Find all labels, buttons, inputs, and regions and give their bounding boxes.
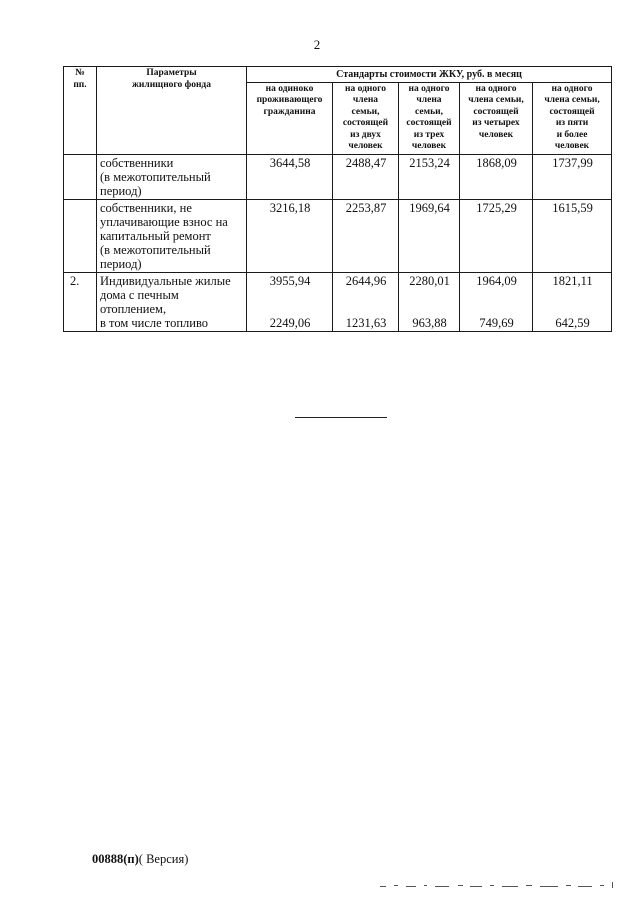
page-number: 2 xyxy=(313,37,321,52)
total-value: 3955,94 xyxy=(269,273,311,288)
header-line: человек xyxy=(554,141,590,151)
header-line: члена xyxy=(352,95,379,105)
column-header-family-of-three xyxy=(399,82,460,154)
fuel-value: 749,69 xyxy=(479,315,514,330)
header-line: гражданина xyxy=(263,106,316,117)
row-index: 2. xyxy=(64,272,97,331)
value-cell xyxy=(247,272,333,331)
header-line: состоящей xyxy=(473,106,519,117)
parameter-line: период) xyxy=(100,256,142,271)
header-line: человек xyxy=(348,141,383,151)
parameter-header-line: Параметры xyxy=(146,68,197,78)
table-header-row-1 xyxy=(64,67,612,83)
header-line: из двух xyxy=(350,129,381,140)
header-line: состоящей xyxy=(406,118,452,128)
value-cell: 1969,64 xyxy=(399,199,460,272)
header-line: проживающего xyxy=(256,95,323,105)
parameter-line: уплачивающие взнос на xyxy=(100,214,228,229)
row-index xyxy=(64,199,97,272)
total-value: 1964,09 xyxy=(476,273,517,288)
header-line: на одного xyxy=(475,83,517,94)
value-cell: 1725,29 xyxy=(460,199,533,272)
index-header-line: пп. xyxy=(73,79,87,90)
header-line: человек xyxy=(478,129,514,140)
fuel-value: 1231,63 xyxy=(345,315,387,330)
value-cell: 1615,59 xyxy=(533,199,612,272)
value-cell xyxy=(460,272,533,331)
total-value: 2280,01 xyxy=(409,273,450,288)
parameter-header-line: жилищного фонда xyxy=(132,79,211,90)
column-header-family-of-four xyxy=(460,82,533,154)
header-line: состоящей xyxy=(342,118,389,128)
header-line: человек xyxy=(411,141,447,151)
total-value: 2644,96 xyxy=(345,273,387,288)
header-line: состоящей xyxy=(549,106,595,117)
header-line: семьи, xyxy=(351,106,380,117)
table-row xyxy=(64,154,612,199)
value-cell xyxy=(533,272,612,331)
table-row xyxy=(64,199,612,272)
header-line: из четырех xyxy=(472,118,520,128)
parameter-line: (в межотопительный xyxy=(100,242,211,257)
index-column-header xyxy=(64,67,97,155)
column-header-family-of-two xyxy=(333,82,399,154)
parameter-line: собственники xyxy=(100,155,174,170)
table-row xyxy=(64,272,612,331)
value-cell: 3644,58 xyxy=(247,154,333,199)
column-header-family-of-five-plus xyxy=(533,82,612,154)
column-header-single xyxy=(247,82,333,154)
header-line: на одного xyxy=(408,83,450,94)
row-parameter xyxy=(97,199,247,272)
parameter-line: капитальный ремонт xyxy=(100,228,211,243)
value-cell: 1868,09 xyxy=(460,154,533,199)
fuel-value: 963,88 xyxy=(412,315,447,330)
value-cell: 2488,47 xyxy=(333,154,399,199)
total-value: 1821,11 xyxy=(552,273,593,288)
header-line: семьи, xyxy=(415,106,443,117)
parameter-line: (в межотопительный xyxy=(100,169,211,184)
header-line: и более xyxy=(556,129,588,140)
row-parameter xyxy=(97,154,247,199)
index-header-line: № xyxy=(75,68,85,78)
header-line: из пяти xyxy=(555,118,589,128)
header-line: на одного xyxy=(551,83,593,94)
value-cell xyxy=(333,272,399,331)
header-line: члена xyxy=(416,95,442,105)
parameter-line: дома с печным xyxy=(100,287,179,302)
document-version-label: ( Версия) xyxy=(138,852,189,866)
header-line: на одиноко xyxy=(265,83,314,94)
scan-artifact-marks xyxy=(380,880,620,894)
row-parameter xyxy=(97,272,247,331)
value-cell: 1737,99 xyxy=(533,154,612,199)
header-line: из трех xyxy=(413,129,445,140)
header-line: члена семьи, xyxy=(468,95,524,105)
fuel-value: 2249,06 xyxy=(269,315,311,330)
parameter-line: период) xyxy=(100,183,142,198)
cost-standards-group-header: Стандарты стоимости ЖКУ, руб. в месяц xyxy=(247,67,612,83)
document-code xyxy=(92,852,188,867)
parameter-column-header xyxy=(97,67,247,155)
fuel-value: 642,59 xyxy=(555,315,590,330)
end-rule-divider xyxy=(295,417,387,418)
parameter-line: в том числе топливо xyxy=(100,315,209,330)
value-cell xyxy=(399,272,460,331)
parameter-line: Индивидуальные жилые xyxy=(100,273,231,288)
value-cell: 2153,24 xyxy=(399,154,460,199)
value-cell: 3216,18 xyxy=(247,199,333,272)
document-code-number: 00888(п) xyxy=(92,852,139,866)
parameter-line: собственники, не xyxy=(100,200,192,215)
parameter-line: отоплением, xyxy=(100,301,167,316)
housing-cost-standards-table xyxy=(63,66,612,332)
header-line: на одного xyxy=(345,83,386,94)
header-line: члена семьи, xyxy=(544,95,600,105)
value-cell: 2253,87 xyxy=(333,199,399,272)
row-index xyxy=(64,154,97,199)
